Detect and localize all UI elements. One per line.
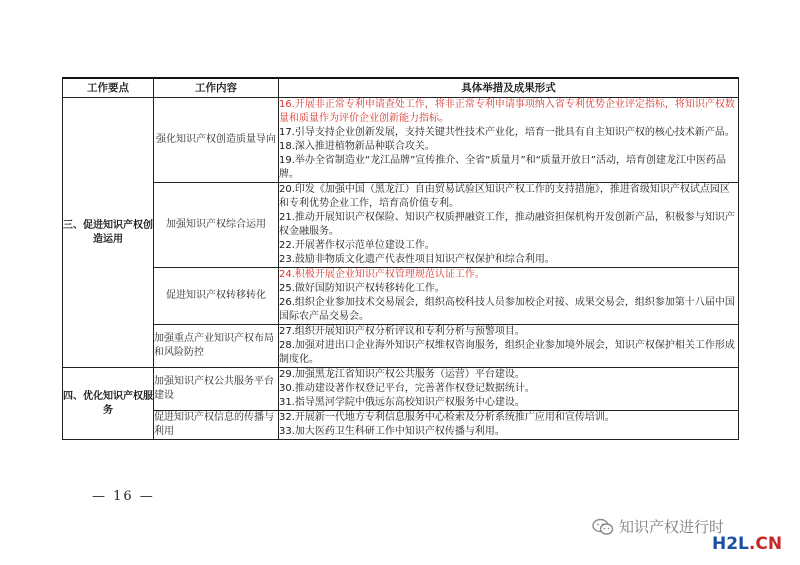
table-header-row bbox=[63, 78, 739, 98]
measure-item: 27.组织开展知识产权分析评议和专利分析与预警项目。 bbox=[279, 326, 525, 337]
measure-item-highlighted: 24.积极开展企业知识产权管理规范认证工作。 bbox=[279, 269, 485, 280]
measure-item: 19.举办全省制造业“龙江品牌”宣传推介、全省“质量月”和“质量开放日”活动，培育创建龙江中医药品牌。 bbox=[279, 155, 726, 180]
work-content-cell bbox=[154, 368, 279, 411]
watermark-account: 知识产权进行时 bbox=[619, 518, 725, 536]
table-row bbox=[63, 183, 739, 268]
wechat-icon bbox=[592, 518, 614, 536]
measure-item: 20.印发《加强中国（黑龙江）自由贸易试验区知识产权工作的支持措施》，推进省级知识产权试点园区和专利优势企业工作，培育高价值专利。 bbox=[279, 184, 730, 209]
table-row bbox=[63, 411, 739, 440]
work-content-text: 强化知识产权创造质量导向 bbox=[156, 134, 276, 145]
measures-cell bbox=[279, 325, 739, 368]
measure-item: 28.加强对进出口企业海外知识产权维权咨询服务，组织企业参加境外展会，知识产权保护相关工作形成制度化。 bbox=[279, 340, 735, 365]
measure-item: 25.做好国防知识产权转移转化工作。 bbox=[279, 283, 445, 294]
page-number: — 16 — bbox=[92, 489, 155, 504]
header-work-content: 工作内容 bbox=[154, 78, 279, 98]
work-content-text: 加强重点产业知识产权布局和风险防控 bbox=[154, 333, 274, 358]
table-row bbox=[63, 325, 739, 368]
header-measures: 具体举措及成果形式 bbox=[279, 78, 739, 98]
work-content-cell bbox=[154, 325, 279, 368]
measures-cell bbox=[279, 98, 739, 183]
work-content-cell bbox=[154, 268, 279, 325]
measure-item-highlighted: 16.开展非正常专利申请查处工作，将非正常专利申请事项纳入省专利优势企业评定指标，将知识产权数量和质量作为评价企业创新能力指标。 bbox=[279, 99, 735, 124]
measures-cell bbox=[279, 411, 739, 440]
measure-item: 26.组织企业参加技术交易展会，组织高校科技人员参加校企对接、成果交易会，组织参加第十八届中国国际农产品交易会。 bbox=[279, 297, 735, 322]
measures-cell bbox=[279, 368, 739, 411]
work-focus-cell: 四、优化知识产权服务 bbox=[63, 368, 154, 440]
work-plan-table bbox=[62, 77, 739, 440]
work-content-cell bbox=[154, 98, 279, 183]
work-content-text: 促进知识产权转移转化 bbox=[166, 290, 266, 301]
header-work-focus: 工作要点 bbox=[63, 78, 154, 98]
measure-item: 33.加大医药卫生科研工作中知识产权传播与利用。 bbox=[279, 426, 505, 437]
measure-item: 22.开展著作权示范单位建设工作。 bbox=[279, 240, 435, 251]
site-logo bbox=[712, 534, 782, 554]
measures-cell bbox=[279, 183, 739, 268]
site-logo-part-b: .CN bbox=[748, 534, 783, 554]
measure-item: 17.引导支持企业创新发展，支持关键共性技术产业化，培育一批具有自主知识产权的核心技术新产品。 bbox=[279, 127, 735, 138]
work-content-cell bbox=[154, 411, 279, 440]
measure-item: 18.深入推进植物新品种联合攻关。 bbox=[279, 141, 435, 152]
measure-item: 29.加强黑龙江省知识产权公共服务（运营）平台建设。 bbox=[279, 369, 525, 380]
table-row bbox=[63, 268, 739, 325]
work-content-text: 加强知识产权综合运用 bbox=[166, 219, 266, 230]
measure-item: 30.推动建设著作权登记平台，完善著作权登记数据统计。 bbox=[279, 383, 535, 394]
measure-item: 21.推动开展知识产权保险、知识产权质押融资工作，推动融资担保机构开发创新产品，积极参与知识产权金融服务。 bbox=[279, 212, 735, 237]
work-content-text: 加强知识产权公共服务平台建设 bbox=[154, 376, 274, 401]
measure-item: 31.指导黑河学院中俄远东高校知识产权服务中心建设。 bbox=[279, 397, 525, 408]
work-focus-cell: 三、促进知识产权创造运用 bbox=[63, 98, 154, 368]
table-row bbox=[63, 368, 739, 411]
work-content-text: 促进知识产权信息的传播与利用 bbox=[154, 412, 274, 437]
measures-cell bbox=[279, 268, 739, 325]
site-logo-part-a: H2L bbox=[712, 534, 749, 554]
measure-item: 32.开展新一代地方专利信息服务中心检索及分析系统推广应用和宣传培训。 bbox=[279, 412, 615, 423]
measure-item: 23.鼓励非物质文化遗产代表性项目知识产权保护和综合利用。 bbox=[279, 254, 555, 265]
work-content-cell bbox=[154, 183, 279, 268]
watermark bbox=[592, 516, 724, 537]
table-row bbox=[63, 98, 739, 183]
